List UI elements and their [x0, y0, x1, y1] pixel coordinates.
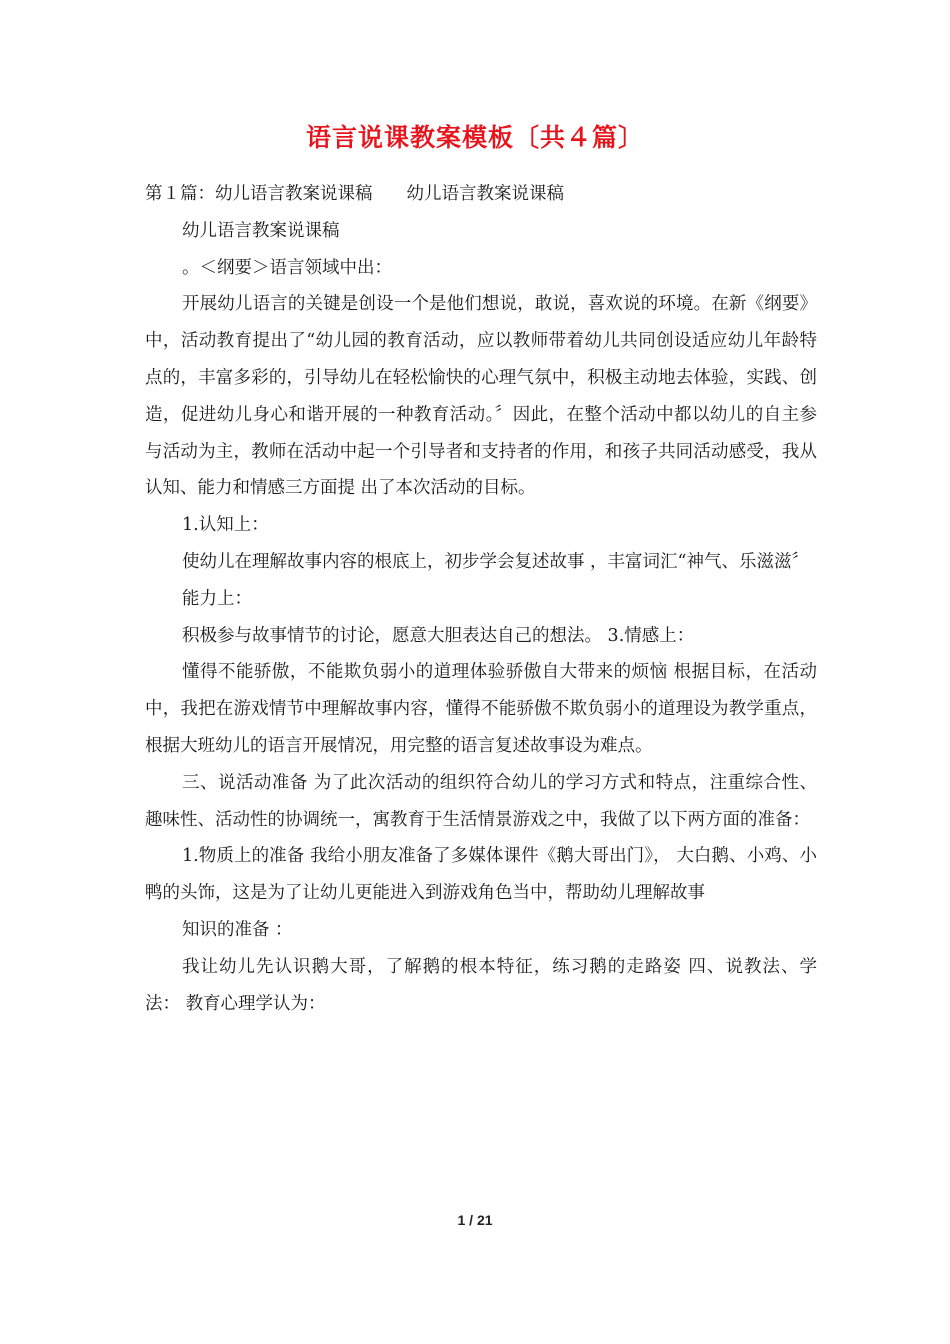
- section-heading-part2: 幼儿语言教案说课稿: [406, 184, 564, 204]
- paragraph: 开展幼儿语言的关键是创设一个是他们想说，敢说，喜欢说的环境。在新《纲要》中，活动教育提出了“幼儿园的教育活动，应以教师带着幼儿共同创设适应幼儿年龄特点的，丰富多彩的，引导幼儿在轻松愉快的心理气氛中，积极主动地去体验，实践、创造，促进幼儿身心和谐开展的一种教育活动。〞因此，在整个活动中都以幼儿的自主参与活动为主，教师在活动中起一个引导者和支持者的作用，和孩子共同活动感受，我从认知、能力和情感三方面提 出了本次活动的目标。: [145, 294, 817, 499]
- section-heading-part1: 第１篇：幼儿语言教案说课稿: [145, 184, 373, 204]
- document-title: 语言说课教案模板〔共４篇〕: [305, 123, 644, 152]
- paragraph: 1.认知上：: [182, 515, 269, 536]
- paragraph: 幼儿语言教案说课稿: [182, 220, 340, 241]
- paragraph: 。＜纲要＞语言领域中出：: [182, 257, 392, 278]
- paragraph: 积极参与故事情节的讨论，愿意大胆表达自己的想法。 3.情感上：: [182, 625, 695, 646]
- section-heading: [145, 176, 817, 213]
- paragraph: 我让幼儿先认识鹅大哥，了解鹅的根本特征，练习鹅的走路姿 四、说教法、学法： 教育心理学认为：: [145, 956, 817, 1014]
- paragraph: 三、说活动准备 为了此次活动的组织符合幼儿的学习方式和特点，注重综合性、趣味性、活动性的协调统一，寓教育于生活情景游戏之中，我做了以下两方面的准备：: [145, 772, 817, 830]
- paragraph: 能力上：: [182, 588, 252, 609]
- paragraph: 使幼儿在理解故事内容的根底上，初步学会复述故事 ，丰富词汇“神气、乐滋滋〞: [182, 551, 810, 572]
- document-body: [145, 176, 817, 1022]
- page-number: 1 / 21: [457, 1212, 493, 1228]
- paragraph: 1.物质上的准备 我给小朋友准备了多媒体课件《鹅大哥出门》， 大白鹅、小鸡、小鸭的头饰，这是为了让幼儿更能进入到游戏角色当中，帮助幼儿理解故事: [145, 846, 817, 904]
- paragraph: 知识的准备 ：: [182, 919, 293, 940]
- paragraph: 懂得不能骄傲，不能欺负弱小的道理体验骄傲自大带来的烦恼 根据目标，在活动中，我把在游戏情节中理解故事内容，懂得不能骄傲不欺负弱小的道理设为教学重点，根据大班幼儿的语言开展情况，用完整的语言复述故事设为难点。: [145, 662, 817, 756]
